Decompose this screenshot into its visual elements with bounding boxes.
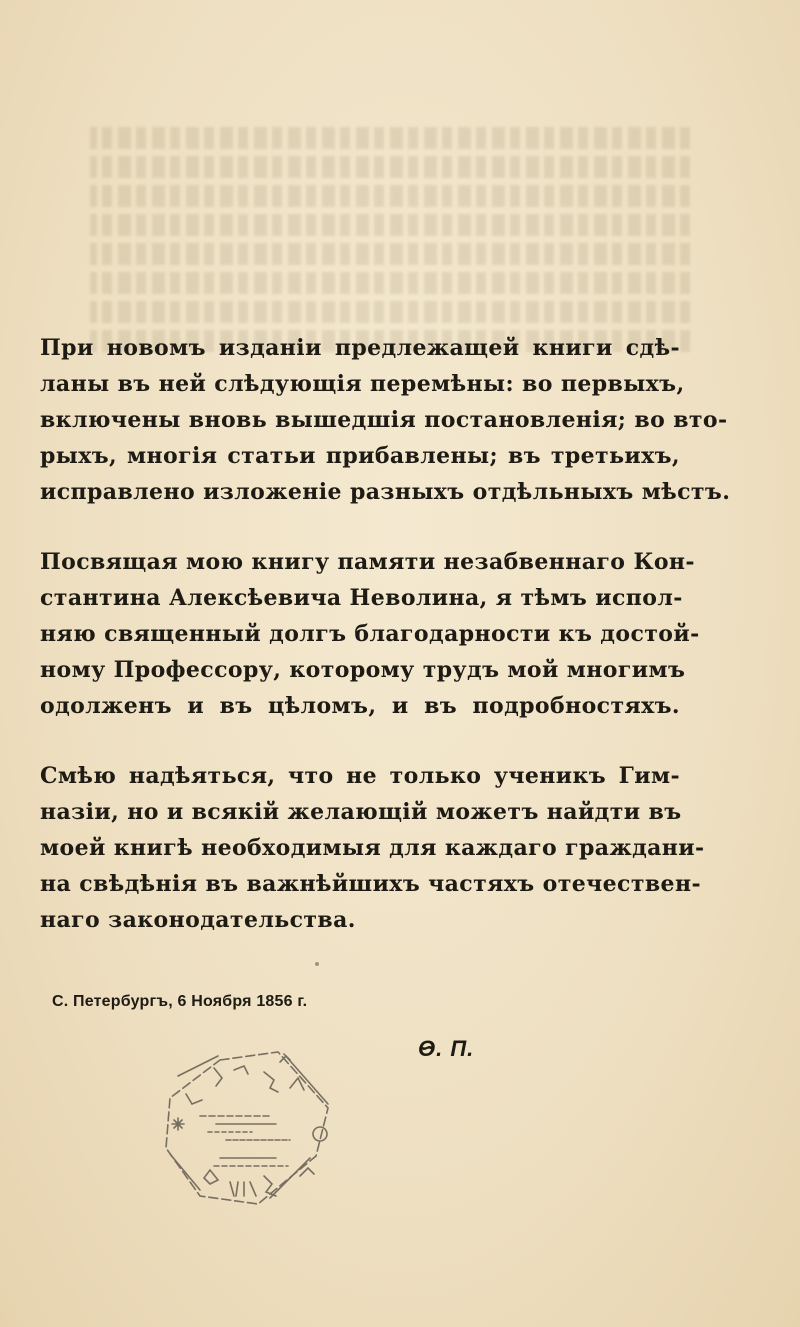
paragraph-1-line-4: рыхъ, многія статьи прибавлены; въ третьихъ, xyxy=(40,443,680,469)
paragraph-2-line-3: няю священный долгъ благодарности къ достой- xyxy=(40,621,700,647)
paragraph-1-line-3: включены вновь вышедшія постановленія; во вто- xyxy=(40,407,728,433)
paragraph-3-line-4: на свѣдѣнія въ важнѣйшихъ частяхъ отечествен- xyxy=(40,871,701,897)
library-stamp-icon xyxy=(160,1038,350,1213)
paragraph-1-line-5: исправлено изложеніе разныхъ отдѣльныхъ мѣстъ. xyxy=(40,479,731,505)
paragraph-3-line-5: наго законодательства. xyxy=(40,907,356,933)
paragraph-3-line-3: моей книгѣ необходимыя для каждаго граждани- xyxy=(40,835,705,861)
paragraph-3-line-1: Смѣю надѣяться, что не только ученикъ Гим- xyxy=(40,763,680,789)
ink-speck xyxy=(315,962,319,966)
paragraph-2-line-5: одолженъ и въ цѣломъ, и въ подробностяхъ. xyxy=(40,693,680,719)
author-initials: Ѳ. П. xyxy=(418,1036,475,1061)
paragraph-1-line-2: ланы въ ней слѣдующія перемѣны: во первыхъ, xyxy=(40,371,685,397)
paragraph-2-line-4: ному Профессору, которому трудъ мой многимъ xyxy=(40,657,686,683)
paragraph-3-line-2: назіи, но и всякій желающій можетъ найдти въ xyxy=(40,799,682,825)
paragraph-1-line-1: При новомъ изданіи предлежащей книги сдѣ- xyxy=(40,335,680,361)
place-and-date: С. Петербургъ, 6 Ноября 1856 г. xyxy=(52,993,308,1010)
paragraph-2-line-2: стантина Алексѣевича Неволина, я тѣмъ испол- xyxy=(40,585,683,611)
paragraph-2-line-1: Посвящая мою книгу памяти незабвеннаго Кон- xyxy=(40,549,695,575)
